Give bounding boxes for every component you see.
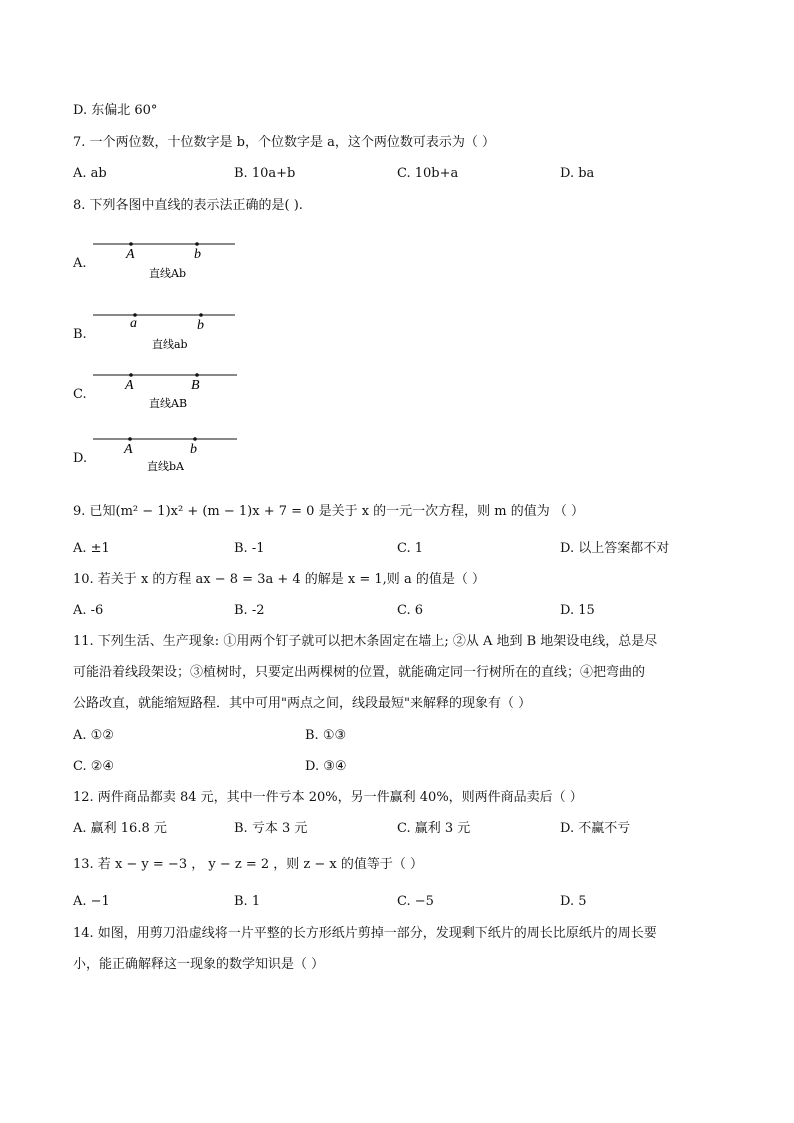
point-label: b [190, 442, 197, 457]
q9-stem: 9. 已知(m² − 1)x² + (m − 1)x + 7 = 0 是关于 x 的一元一次方程，则 m 的值为 （ ） [73, 504, 585, 519]
q8-figure-b-label: B. [73, 327, 87, 342]
q10-option-c: C. 6 [397, 603, 424, 618]
q11-option-a: A. ①② [73, 728, 114, 743]
q12-stem: 12. 两件商品都卖 84 元，其中一件亏本 20%，另一件赢利 40%，则两件商品卖后（ ） [73, 790, 583, 805]
point-label: A [124, 442, 133, 457]
point-label: A [125, 378, 134, 393]
point-label: b [194, 247, 201, 262]
point-label: B [191, 378, 200, 393]
q9-option-b: B. -1 [234, 541, 265, 556]
q12-option-b: B. 亏本 3 元 [234, 821, 308, 836]
q7-option-d: D. ba [560, 166, 595, 181]
q11-line-3: 公路改直，就能缩短路程．其中可用"两点之间，线段最短"来解释的现象有（ ） [73, 696, 532, 711]
q14-line-2: 小，能正确解释这一现象的数学知识是（ ） [73, 957, 325, 972]
figure-caption: 直线Ab [149, 267, 186, 280]
q8-figure-a-label: A. [73, 256, 87, 271]
q9-option-c: C. 1 [397, 541, 424, 556]
q13-option-d: D. 5 [560, 894, 587, 909]
point-dot [129, 242, 133, 246]
q12-option-d: D. 不赢不亏 [560, 821, 631, 836]
point-dot [199, 313, 203, 317]
q10-option-a: A. -6 [73, 603, 104, 618]
q8-figure-c-diagram [89, 373, 249, 417]
q13-option-b: B. 1 [234, 894, 261, 909]
point-dot [129, 373, 133, 377]
q8-figure-d-label: D. [73, 451, 88, 466]
point-dot [193, 437, 197, 441]
q9-option-d: D. 以上答案都不对 [560, 541, 670, 556]
q6-option-d: D. 东偏北 60° [73, 103, 158, 118]
figure-caption: 直线AB [149, 397, 188, 410]
q13-option-c: C. −5 [397, 894, 434, 909]
q12-option-a: A. 赢利 16.8 元 [73, 821, 167, 836]
q11-option-d: D. ③④ [305, 759, 347, 774]
point-label: b [197, 318, 204, 333]
figure-caption: 直线ab [152, 338, 188, 351]
point-dot [128, 437, 132, 441]
q8-figure-c-label: C. [73, 387, 87, 402]
point-label: A [126, 247, 135, 262]
q14-line-1: 14. 如图，用剪刀沿虚线将一片平整的长方形纸片剪掉一部分，发现剩下纸片的周长比原纸片的周长要 [73, 926, 657, 941]
q7-stem: 7. 一个两位数，十位数字是 b，个位数字是 a，这个两位数可表示为（ ） [73, 135, 496, 150]
q13-option-a: A. −1 [73, 894, 110, 909]
q8-figure-d-diagram [89, 437, 249, 481]
q10-stem: 10. 若关于 x 的方程 ax − 8 = 3a + 4 的解是 x = 1,则 a 的值是（ ） [73, 572, 485, 587]
q12-option-c: C. 赢利 3 元 [397, 821, 471, 836]
q8-figure-a-diagram [89, 242, 249, 286]
q8-figure-b-diagram [89, 313, 249, 357]
figure-caption: 直线bA [147, 460, 184, 473]
q10-option-b: B. -2 [234, 603, 265, 618]
q11-option-c: C. ②④ [73, 759, 115, 774]
q7-option-b: B. 10a+b [234, 166, 296, 181]
q11-option-b: B. ①③ [305, 728, 347, 743]
q10-option-d: D. 15 [560, 603, 595, 618]
point-dot [195, 373, 199, 377]
q13-stem: 13. 若 x − y = −3 ， y − z = 2 ，则 z − x 的值等于（ ） [73, 857, 424, 872]
q11-line-1: 11. 下列生活、生产现象: ①用两个钉子就可以把木条固定在墙上; ②从 A 地到 B 地架设电线，总是尽 [73, 634, 658, 649]
q9-option-a: A. ±1 [73, 541, 110, 556]
point-dot [195, 242, 199, 246]
point-label: a [130, 316, 137, 331]
q7-option-a: A. ab [73, 166, 107, 181]
q11-line-2: 可能沿着线段架设；③植树时，只要定出两棵树的位置，就能确定同一行树所在的直线；④把弯曲的 [73, 665, 646, 680]
q8-stem: 8. 下列各图中直线的表示法正确的是( ). [73, 198, 303, 213]
q7-option-c: C. 10b+a [397, 166, 459, 181]
